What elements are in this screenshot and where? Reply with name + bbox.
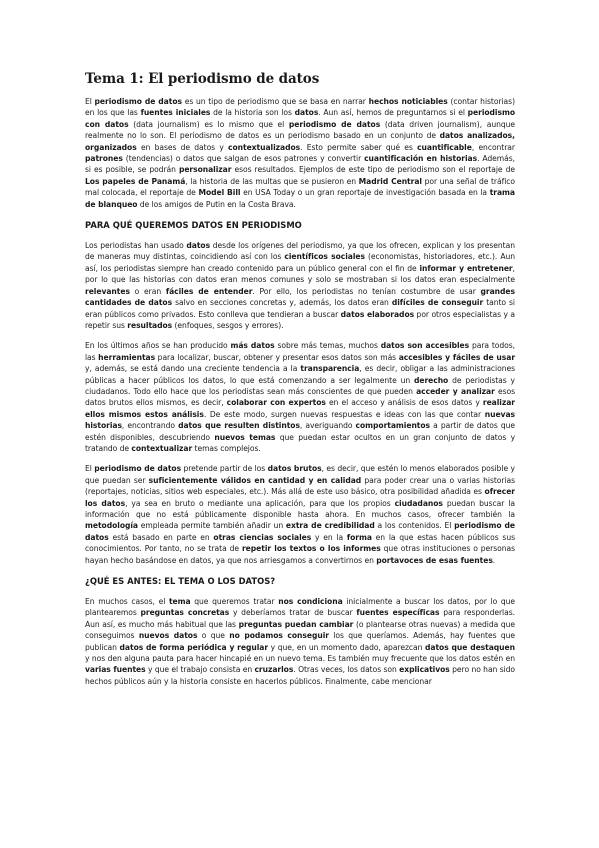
- bold-phrase: patrones: [85, 154, 123, 164]
- bold-phrase: fuentes específicas: [356, 608, 440, 618]
- text-run: El: [85, 97, 95, 106]
- document-title: Tema 1: El periodismo de datos: [85, 71, 320, 87]
- bold-phrase: accesibles y fáciles de usar: [398, 352, 516, 362]
- bold-phrase: datos son accesibles: [380, 341, 470, 351]
- bold-phrase: Madrid Central: [358, 176, 422, 186]
- section-heading-topic-or-data: ¿QUÉ ES ANTES: EL TEMA O LOS DATOS?: [85, 576, 276, 587]
- text-run: los que queríamos. Además, hay fuentes que publican: [85, 631, 516, 652]
- text-run: por una señal de tráfico mal colocada, el reportaje de: [85, 176, 516, 198]
- text-run: y deberíamos tratar de buscar: [229, 608, 357, 618]
- bold-phrase: varias fuentes: [85, 665, 146, 675]
- bold-phrase: datos: [294, 108, 319, 118]
- text-run: en la que estas hacen públicos sus conocimientos. Por tanto, no se trata de: [85, 532, 515, 554]
- text-run: esos datos brutos ellos mismos, es decir,: [85, 386, 515, 408]
- bold-phrase: transparencia: [300, 364, 360, 374]
- bold-phrase: explicativos: [399, 665, 450, 675]
- text-run: pero no han sido hechos públicos aún y la historia consiste en hacerlos públicos. Finalmente, cabe mencionar: [85, 665, 516, 686]
- bold-phrase: portavoces de esas fuentes: [376, 555, 493, 565]
- text-run: . Además, si es posible, se podrán: [85, 154, 515, 175]
- text-run: (data journalism) es lo mismo que el: [128, 119, 289, 129]
- text-run: (enfoques, sesgos y errores).: [172, 320, 284, 330]
- text-run: , por lo que las historias con datos eran menos comunes y solo se mostraban si los datos eran especialmente: [85, 263, 515, 285]
- bold-phrase: informar y entretener: [419, 263, 513, 273]
- text-run: salvo en secciones concretas y, además, los datos eran: [172, 298, 392, 308]
- bold-phrase: herramientas: [98, 352, 156, 362]
- text-run: empleada permite también añadir un: [138, 521, 286, 531]
- bold-phrase: preguntas concretas: [140, 608, 230, 618]
- text-run: a partir de datos que estén disponibles, descubriendo: [85, 421, 515, 442]
- bold-phrase: datos elaborados: [340, 309, 415, 319]
- bold-phrase: realizar ellos mismos estos análisis: [85, 398, 515, 419]
- bold-phrase: fuentes iniciales: [140, 108, 211, 118]
- text-run: en el acceso y análisis de esos datos y: [325, 398, 483, 408]
- bold-phrase: datos que resulten distintos: [178, 421, 300, 431]
- bold-phrase: fáciles de entender: [165, 286, 253, 296]
- bold-phrase: metodología: [85, 521, 138, 531]
- bold-phrase: Model Bill: [198, 188, 241, 198]
- bold-phrase: ofrecer los datos: [85, 487, 515, 508]
- text-run: pretende partir de los: [181, 464, 268, 474]
- text-run: en bases de datos y: [136, 142, 229, 152]
- bold-phrase: periodismo con datos: [85, 108, 515, 129]
- bold-phrase: nos condiciona: [278, 597, 343, 607]
- paragraph-history: [85, 240, 515, 331]
- bold-phrase: nuevas historias: [85, 409, 515, 431]
- text-run: en USA Today o un gran reportaje de investigación basada en la: [240, 188, 490, 198]
- document-page: [85, 70, 515, 696]
- text-run: o que: [197, 631, 230, 641]
- text-run: . De este modo, surgen nuevas respuestas e ideas con las que contar: [203, 409, 485, 419]
- text-run: (o plantearse otras nuevas) a medida que conseguimos: [85, 619, 515, 641]
- text-run: y nos den alguna pauta para hacer hincapié en un nuevo tema. Es también muy frecuente que los datos estén en: [85, 654, 515, 664]
- bold-phrase: forma: [346, 532, 372, 542]
- text-run: para localizar, buscar, obtener y presentar esos datos son más: [155, 352, 399, 362]
- text-run: es un tipo de periodismo que se basa en narrar: [181, 97, 369, 106]
- bold-phrase: datos analizados, organizados: [85, 131, 515, 152]
- bold-phrase: colaborar con expertos: [226, 398, 326, 408]
- section-heading-why-data: PARA QUÉ QUEREMOS DATOS EN PERIODISMO: [85, 220, 302, 231]
- bold-phrase: derecho: [413, 375, 449, 385]
- bold-phrase: periodismo de datos: [85, 521, 515, 542]
- bold-phrase: resultados: [127, 320, 173, 330]
- text-run: y que el trabajo consista en: [145, 665, 255, 675]
- bold-phrase: preguntas puedan cambiar: [238, 619, 354, 629]
- text-run: a los contenidos. El: [374, 521, 455, 531]
- bold-phrase: contextualizar: [131, 443, 193, 453]
- bold-phrase: otras ciencias sociales: [213, 532, 312, 542]
- paragraph-definition: [85, 96, 515, 210]
- bold-phrase: tema: [168, 597, 191, 607]
- text-run: y que, en un momento dado, aparezcan: [268, 642, 425, 652]
- text-run: para responderlas. Aun así, es mucho más habitual que las: [85, 608, 515, 629]
- text-run: . Esto permite saber qué es: [300, 142, 418, 152]
- bold-phrase: periodismo de datos: [94, 464, 182, 474]
- text-run: El: [85, 464, 95, 474]
- text-run: , encontrando: [121, 421, 179, 431]
- bold-phrase: datos brutos: [267, 464, 322, 474]
- paragraph-topic-first: [85, 596, 515, 687]
- bold-phrase: contextualizados: [228, 142, 301, 152]
- bold-phrase: datos que destaquen: [425, 642, 515, 652]
- text-run: puedan buscar la información que no está públicamente disponible hasta ahora. En muchos casos, ofrecer también la: [85, 498, 515, 519]
- bold-phrase: ciudadanos: [394, 498, 443, 508]
- text-run: , la historia de las multas que se pusieron en: [185, 176, 359, 186]
- bold-phrase: extra de credibilidad: [285, 521, 375, 531]
- text-run: tanto si eran públicos como privados. Esto conlleva que tendieran a buscar: [85, 298, 515, 319]
- bold-phrase: comportamientos: [355, 421, 431, 431]
- bold-phrase: nuevos datos: [138, 631, 198, 641]
- text-run: sobre más temas, muchos: [274, 341, 381, 351]
- text-run: (economistas, historiadores, etc.). Aun así, los periodistas siempre han creado contenido para un público general con el fin de: [85, 252, 515, 273]
- text-run: o eran: [129, 286, 166, 296]
- text-run: . Otras veces, los datos son: [293, 665, 400, 675]
- text-run: que queremos tratar: [190, 597, 279, 607]
- text-run: En muchos casos, el: [85, 597, 169, 607]
- text-run: para poder crear una o varias historias (reportajes, noticias, sitios web especiales, etc.). Más allá de este uso básico, otra posibilidad añadida es: [85, 475, 516, 497]
- bold-phrase: Los papeles de Panamá: [85, 176, 186, 186]
- bold-phrase: personalizar: [178, 165, 232, 175]
- bold-phrase: cuantificación en historias: [364, 154, 478, 164]
- text-run: de la historia son los: [210, 108, 295, 118]
- text-run: que puedan estar ocultos en un gran conjunto de datos y tratando de: [85, 432, 516, 453]
- text-run: , es decir, que estén lo menos elaborados posible y que puedan ser: [85, 464, 515, 485]
- bold-phrase: relevantes: [85, 286, 130, 296]
- text-run: temas complejos.: [192, 443, 261, 453]
- text-run: esos resultados. Ejemplos de este tipo de periodismo son el reportaje de: [231, 165, 515, 175]
- bold-phrase: difíciles de conseguir: [391, 298, 484, 308]
- text-run: En los últimos años se han producido: [85, 341, 231, 351]
- text-run: (contar historias) en los que las: [85, 97, 515, 118]
- text-run: , averiguando: [299, 421, 356, 431]
- bold-phrase: datos de forma periódica y regular: [119, 642, 269, 652]
- bold-phrase: trama de blanqueo: [85, 188, 515, 209]
- text-run: para todos, las: [85, 341, 516, 362]
- text-run: (tendencias) o datos que salgan de esos patrones y convertir: [122, 154, 365, 164]
- text-run: , ya sea en bruto o mediante una aplicación, para que los propios: [125, 498, 395, 508]
- bold-phrase: cuantificable: [417, 142, 472, 152]
- text-run: por otros especialistas y a repetir sus: [85, 309, 515, 330]
- text-run: (data driven journalism), aunque realmente no lo son. El periodismo de datos es un periodismo basado en un conjunto de: [85, 119, 515, 141]
- text-run: de periodistas y ciudadanos. Todo ello hace que los periodistas sean más conscientes de que pueden: [85, 375, 515, 396]
- bold-phrase: nuevos temas: [214, 432, 276, 442]
- text-run: Los periodistas han usado: [85, 241, 187, 251]
- text-run: de los amigos de Putin en la Costa Brava.: [137, 199, 296, 209]
- bold-phrase: suficientemente válidos en cantidad y en calidad: [148, 475, 362, 485]
- paragraph-recent-years: [85, 340, 515, 454]
- bold-phrase: hechos noticiables: [368, 97, 448, 106]
- bold-phrase: repetir los textos o los informes: [241, 544, 381, 554]
- bold-phrase: más datos: [230, 341, 275, 351]
- bold-phrase: datos: [186, 241, 211, 251]
- bold-phrase: no podamos conseguir: [229, 631, 329, 641]
- text-run: que otras instituciones o personas hayan hecho basándose en datos, ya que nos arriesgamos a convertirnos en: [85, 544, 516, 565]
- text-run: .: [492, 555, 496, 565]
- text-run: , encontrar: [471, 142, 515, 152]
- text-run: está basado en parte en: [108, 532, 214, 542]
- text-run: . Por ello, los periodistas no tenían costumbre de usar: [252, 286, 481, 296]
- bold-phrase: cruzarlos: [254, 665, 294, 675]
- text-run: . Aun así, hemos de preguntarnos si el: [318, 108, 468, 118]
- text-run: , es decir, obligar a las administraciones públicas a hacer públicos los datos, lo que está comenzando a ser legalmente un: [85, 364, 515, 385]
- text-run: inicialmente a buscar los datos, por lo que plantearemos: [85, 597, 516, 618]
- bold-phrase: periodismo de datos: [94, 97, 182, 106]
- bold-phrase: científicos sociales: [284, 252, 365, 262]
- text-run: y en la: [311, 532, 347, 542]
- bold-phrase: grandes cantidades de datos: [85, 286, 515, 308]
- text-run: y, además, se está dando una creciente tendencia a la: [85, 364, 301, 374]
- paragraph-raw-data: [85, 463, 515, 566]
- bold-phrase: periodismo de datos: [288, 119, 381, 129]
- text-run: desde los orígenes del periodismo, ya que los ofrecen, explican y los presentan de maneras muy distintas, coincidiendo así con los: [85, 241, 515, 262]
- bold-phrase: acceder y analizar: [416, 386, 495, 396]
